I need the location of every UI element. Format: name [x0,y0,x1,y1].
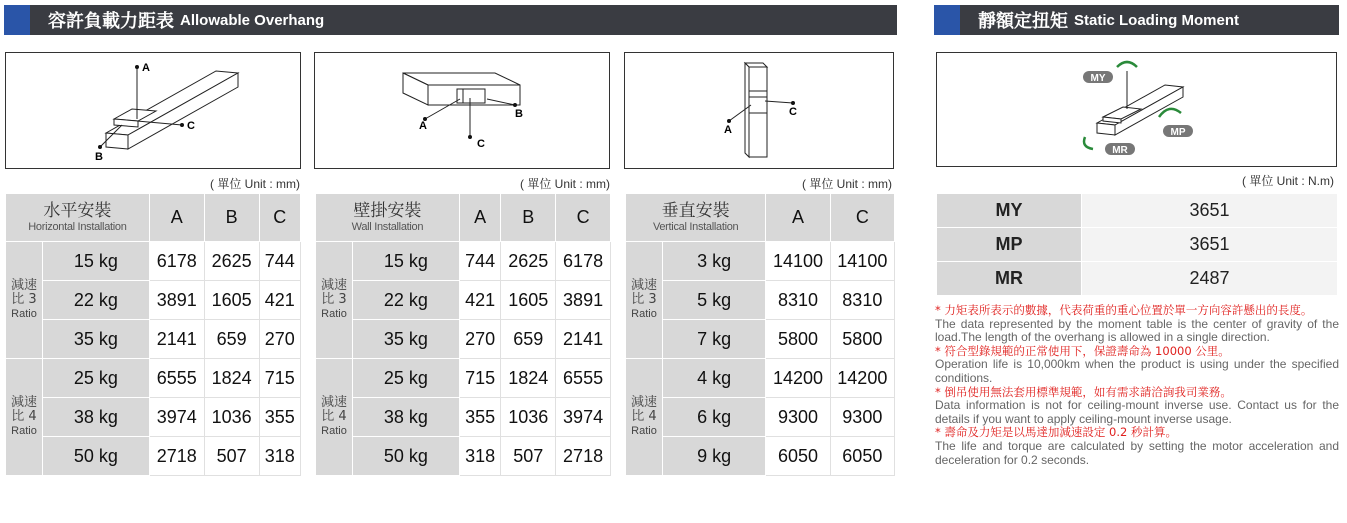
note-en: The life and torque are calculated by setting the motor acceleration and deceleration for 0.2 seconds. [935,438,1339,467]
col-header: A [149,194,204,242]
unit-label: ( 單位 Unit : mm) [520,177,610,191]
load-cell: 22 kg [353,281,460,320]
value-cell: 715 [259,359,300,398]
value-cell: 2141 [149,320,204,359]
load-cell: 15 kg [353,242,460,281]
value-cell: 8310 [830,281,894,320]
value-cell: 1824 [204,359,259,398]
label-b: B [95,151,103,163]
allowable-overhang-header [4,5,897,35]
moment-value: 3651 [1082,194,1338,228]
ratio-label: 減速比 3 [10,278,37,307]
wall-install-figure [314,52,610,169]
value-cell: 9300 [830,398,894,437]
col-header: C [259,194,300,242]
moment-key: MP [937,228,1082,262]
table-title [6,194,150,242]
value-cell: 3974 [149,398,204,437]
static-moment-header [934,5,1339,35]
value-cell: 3974 [556,398,611,437]
header-accent-block [4,5,30,35]
value-cell: 715 [459,359,500,398]
label-my: MY [1090,73,1106,84]
value-cell: 355 [259,398,300,437]
ratio-group [626,242,663,359]
load-cell: 15 kg [43,242,150,281]
label-c: C [789,106,797,118]
horizontal-rail-diagram [6,53,299,167]
value-cell: 5800 [766,320,830,359]
moment-key: MR [937,262,1082,296]
wall-rail-diagram [315,53,608,167]
table-title [626,194,766,242]
load-cell: 3 kg [663,242,766,281]
label-c: C [477,138,485,150]
header-accent-block [934,5,960,35]
value-cell: 6555 [556,359,611,398]
label-mp: MP [1170,127,1186,138]
value-cell: 1036 [204,398,259,437]
value-cell: 3891 [149,281,204,320]
value-cell: 9300 [766,398,830,437]
col-header: B [501,194,556,242]
label-b: B [515,108,523,120]
table-title [316,194,460,242]
load-cell: 6 kg [663,398,766,437]
note-en: The data represented by the moment table is the center of gravity of the load.The length of the overhang is allowed in a single direction. [935,316,1339,345]
value-cell: 1036 [501,398,556,437]
load-cell: 25 kg [43,359,150,398]
note-en: Operation life is 10,000km when the product is using under the specified conditions. [935,357,1339,385]
note-zh: * 符合型錄規範的正常使用下，保證壽命為 10000 公里。 [935,343,1230,358]
value-cell: 1605 [204,281,259,320]
value-cell: 507 [501,437,556,476]
static-moment-table [936,193,1338,296]
value-cell: 1824 [501,359,556,398]
note-en: Data information is not for ceiling-mount inverse use. Contact us for the details if you want to apply ceiling-mount inverse usage. [935,398,1339,426]
vertical-install-figure [624,52,894,169]
load-cell: 50 kg [353,437,460,476]
load-cell: 35 kg [43,320,150,359]
header-title-en: Static Loading Moment [1074,11,1239,29]
ratio-label: 減速比 4 [630,395,657,424]
note-zh: * 倒吊使用無法套用標準規範，如有需求請洽詢我司業務。 [935,384,1232,399]
table-title-zh: 垂直安裝 [661,201,730,221]
load-cell: 7 kg [663,320,766,359]
col-header: B [204,194,259,242]
moment-key: MY [937,194,1082,228]
value-cell: 2718 [149,437,204,476]
header-title-zh: 靜額定扭矩 [978,11,1068,32]
value-cell: 2625 [501,242,556,281]
label-c: C [187,120,195,132]
value-cell: 6050 [766,437,830,476]
value-cell: 14200 [766,359,830,398]
moment-diagram [937,53,1335,165]
unit-label: ( 單位 Unit : mm) [802,177,892,191]
ratio-label: 減速比 3 [320,278,347,307]
ratio-en: Ratio [631,425,657,437]
load-cell: 5 kg [663,281,766,320]
value-cell: 14100 [766,242,830,281]
vertical-rail-diagram [625,53,892,167]
table-title-en: Vertical Installation [652,221,739,233]
label-a: A [142,62,150,74]
value-cell: 14200 [830,359,894,398]
col-header: A [459,194,500,242]
value-cell: 1605 [501,281,556,320]
value-cell: 2141 [556,320,611,359]
ratio-en: Ratio [321,425,347,437]
ratio-group [6,242,43,359]
value-cell: 507 [204,437,259,476]
wall-overhang-table [315,193,611,476]
table-title-zh: 壁掛安裝 [353,201,422,221]
value-cell: 659 [204,320,259,359]
ratio-group [6,359,43,476]
value-cell: 14100 [830,242,894,281]
value-cell: 5800 [830,320,894,359]
value-cell: 6178 [556,242,611,281]
ratio-en: Ratio [11,308,37,320]
load-cell: 38 kg [353,398,460,437]
ratio-en: Ratio [11,425,37,437]
note-zh: * 力矩表所表示的數據，代表荷重的重心位置於單一方向容許懸出的長度。 [935,303,1313,317]
ratio-label: 減速比 4 [320,395,347,424]
value-cell: 2625 [204,242,259,281]
value-cell: 2718 [556,437,611,476]
header-title-zh: 容許負載力距表 [48,11,174,32]
ratio-group [626,359,663,476]
horizontal-install-figure [5,52,301,169]
load-cell: 38 kg [43,398,150,437]
load-cell: 9 kg [663,437,766,476]
value-cell: 421 [259,281,300,320]
value-cell: 355 [459,398,500,437]
value-cell: 8310 [766,281,830,320]
ratio-label: 減速比 4 [10,395,37,424]
value-cell: 6178 [149,242,204,281]
note-zh: * 壽命及力矩是以馬達加減速設定 0.2 秒計算。 [935,425,1178,440]
moment-value: 3651 [1082,228,1338,262]
header-title-en: Allowable Overhang [180,11,325,29]
unit-label: ( 單位 Unit : mm) [210,177,300,191]
value-cell: 744 [459,242,500,281]
ratio-label: 減速比 3 [630,278,657,307]
label-a: A [419,120,427,132]
moment-figure [936,52,1337,167]
value-cell: 744 [259,242,300,281]
col-header: C [830,194,894,242]
ratio-en: Ratio [631,308,657,320]
table-title-en: Horizontal Installation [28,221,127,233]
value-cell: 270 [259,320,300,359]
vertical-overhang-table [625,193,895,476]
ratio-group [316,242,353,359]
value-cell: 270 [459,320,500,359]
value-cell: 3891 [556,281,611,320]
table-title-en: Wall Installation [351,221,424,233]
value-cell: 659 [501,320,556,359]
load-cell: 50 kg [43,437,150,476]
ratio-group [316,359,353,476]
col-header: C [556,194,611,242]
load-cell: 25 kg [353,359,460,398]
value-cell: 318 [459,437,500,476]
label-mr: MR [1112,145,1128,156]
value-cell: 318 [259,437,300,476]
label-a: A [724,124,732,136]
unit-label: ( 單位 Unit : N.m) [1242,174,1334,188]
load-cell: 22 kg [43,281,150,320]
notes-block [935,304,1339,467]
value-cell: 6555 [149,359,204,398]
load-cell: 4 kg [663,359,766,398]
horizontal-overhang-table [5,193,301,476]
value-cell: 421 [459,281,500,320]
moment-value: 2487 [1082,262,1338,296]
value-cell: 6050 [830,437,894,476]
col-header: A [766,194,830,242]
load-cell: 35 kg [353,320,460,359]
ratio-en: Ratio [321,308,347,320]
table-title-zh: 水平安裝 [43,201,112,221]
